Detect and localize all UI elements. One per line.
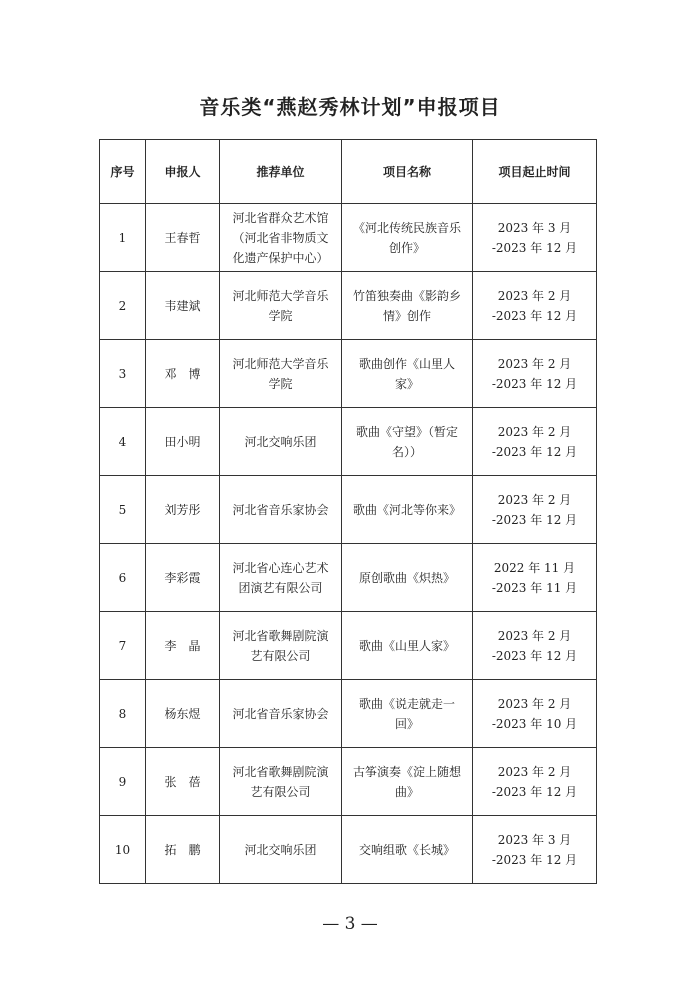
- cell-no: 2: [100, 272, 146, 340]
- period-start: 2023 年 2 月: [497, 424, 572, 439]
- period-start: 2023 年 2 月: [497, 696, 572, 711]
- cell-period: [473, 680, 597, 748]
- cell-unit: 河北师范大学音乐学院: [220, 340, 342, 408]
- page-number: — 3 —: [322, 914, 378, 934]
- header-applicant: 申报人: [146, 140, 220, 204]
- header-project: 项目名称: [342, 140, 473, 204]
- cell-no: 7: [100, 612, 146, 680]
- cell-unit: 河北交响乐团: [220, 816, 342, 884]
- cell-no: 5: [100, 476, 146, 544]
- header-unit: 推荐单位: [220, 140, 342, 204]
- cell-project: 歌曲《守望》（暂定名））: [342, 408, 473, 476]
- table-row: [100, 748, 597, 816]
- table-row: [100, 816, 597, 884]
- period-end: -2023 年 10 月: [491, 716, 578, 731]
- cell-no: 1: [100, 204, 146, 272]
- cell-applicant: 刘芳彤: [146, 476, 220, 544]
- cell-project: 交响组歌《长城》: [342, 816, 473, 884]
- cell-unit: 河北省歌舞剧院演艺有限公司: [220, 612, 342, 680]
- table-header-row: [100, 140, 597, 204]
- cell-no: 3: [100, 340, 146, 408]
- cell-project: 歌曲《山里人家》: [342, 612, 473, 680]
- cell-project: 歌曲《说走就走一回》: [342, 680, 473, 748]
- cell-no: 10: [100, 816, 146, 884]
- period-start: 2023 年 2 月: [497, 628, 572, 643]
- cell-applicant: 韦建斌: [146, 272, 220, 340]
- cell-project: 古筝演奏《淀上随想曲》: [342, 748, 473, 816]
- header-no: 序号: [100, 140, 146, 204]
- cell-project: 竹笛独奏曲《影韵乡情》创作: [342, 272, 473, 340]
- cell-applicant: 李 晶: [146, 612, 220, 680]
- cell-project: 原创歌曲《炽热》: [342, 544, 473, 612]
- period-end: -2023 年 12 月: [491, 240, 578, 255]
- cell-applicant: 张 蓓: [146, 748, 220, 816]
- cell-unit: 河北省音乐家协会: [220, 476, 342, 544]
- cell-applicant: 拓 鹏: [146, 816, 220, 884]
- table-row: [100, 340, 597, 408]
- period-end: -2023 年 12 月: [491, 852, 578, 867]
- period-end: -2023 年 12 月: [491, 512, 578, 527]
- period-start: 2023 年 2 月: [497, 764, 572, 779]
- table-row: [100, 408, 597, 476]
- table-row: [100, 204, 597, 272]
- cell-unit: 河北省心连心艺术团演艺有限公司: [220, 544, 342, 612]
- period-end: -2023 年 12 月: [491, 648, 578, 663]
- cell-unit: 河北师范大学音乐学院: [220, 272, 342, 340]
- cell-no: 9: [100, 748, 146, 816]
- period-start: 2023 年 3 月: [497, 832, 572, 847]
- cell-project: 《河北传统民族音乐创作》: [342, 204, 473, 272]
- projects-table: [99, 139, 597, 884]
- cell-period: [473, 408, 597, 476]
- cell-period: [473, 476, 597, 544]
- cell-unit: 河北省歌舞剧院演艺有限公司: [220, 748, 342, 816]
- period-start: 2023 年 2 月: [497, 288, 572, 303]
- cell-period: [473, 272, 597, 340]
- cell-unit: 河北省群众艺术馆（河北省非物质文化遗产保护中心）: [220, 204, 342, 272]
- period-start: 2023 年 3 月: [497, 220, 572, 235]
- page-title: 音乐类“燕赵秀林计划”申报项目: [199, 95, 501, 119]
- cell-no: 4: [100, 408, 146, 476]
- cell-project: 歌曲《河北等你来》: [342, 476, 473, 544]
- header-period: 项目起止时间: [473, 140, 597, 204]
- cell-unit: 河北交响乐团: [220, 408, 342, 476]
- period-end: -2023 年 11 月: [491, 580, 578, 595]
- period-end: -2023 年 12 月: [491, 784, 578, 799]
- cell-applicant: 李彩霞: [146, 544, 220, 612]
- table-row: [100, 680, 597, 748]
- period-start: 2022 年 11 月: [493, 560, 576, 575]
- cell-applicant: 田小明: [146, 408, 220, 476]
- cell-period: [473, 816, 597, 884]
- cell-project: 歌曲创作《山里人家》: [342, 340, 473, 408]
- table-row: [100, 272, 597, 340]
- cell-period: [473, 748, 597, 816]
- table-row: [100, 544, 597, 612]
- cell-period: [473, 204, 597, 272]
- cell-period: [473, 612, 597, 680]
- period-end: -2023 年 12 月: [491, 444, 578, 459]
- table-row: [100, 476, 597, 544]
- cell-applicant: 王春哲: [146, 204, 220, 272]
- period-start: 2023 年 2 月: [497, 356, 572, 371]
- cell-applicant: 杨东煜: [146, 680, 220, 748]
- cell-period: [473, 544, 597, 612]
- cell-applicant: 邓 博: [146, 340, 220, 408]
- cell-no: 6: [100, 544, 146, 612]
- cell-unit: 河北省音乐家协会: [220, 680, 342, 748]
- table-row: [100, 612, 597, 680]
- period-end: -2023 年 12 月: [491, 308, 578, 323]
- cell-no: 8: [100, 680, 146, 748]
- period-end: -2023 年 12 月: [491, 376, 578, 391]
- period-start: 2023 年 2 月: [497, 492, 572, 507]
- cell-period: [473, 340, 597, 408]
